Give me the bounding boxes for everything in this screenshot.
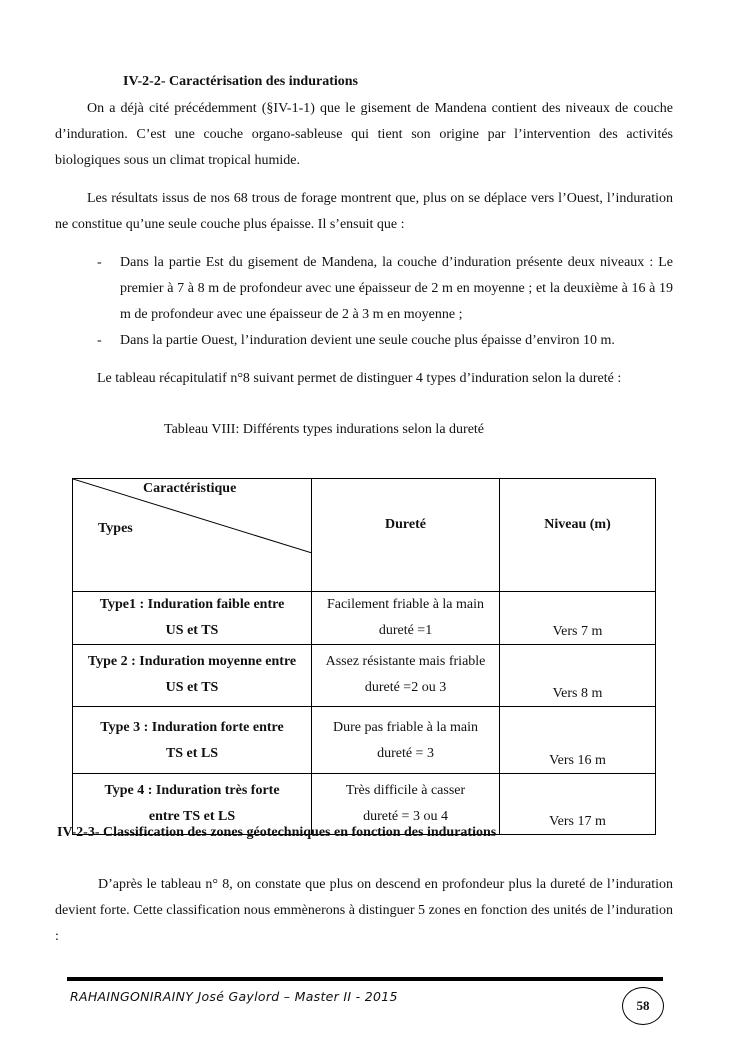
table-header-row xyxy=(73,479,656,592)
durete-line2: dureté =2 ou 3 xyxy=(364,680,447,695)
header-durete: Dureté xyxy=(312,479,500,592)
paragraph-classification xyxy=(55,872,673,950)
type-line2: US et TS xyxy=(165,623,219,638)
type-cell xyxy=(73,707,312,774)
list-item xyxy=(97,328,673,354)
footer-rule xyxy=(67,977,663,981)
durete-cell xyxy=(312,645,500,707)
niveau-cell: Vers 8 m xyxy=(500,645,656,707)
table-row xyxy=(73,645,656,707)
bullet-dash: - xyxy=(97,333,102,348)
durete-line1: Facilement friable à la main xyxy=(326,597,485,612)
type-cell xyxy=(73,645,312,707)
bullet-dash: - xyxy=(97,255,102,270)
paragraph-classification-text: D’après le tableau n° 8, on constate que plus on descend en profondeur plus la dureté de l’induration devient forte. Cette classification nous emmènerons à distinguer 5 zones en fonction des unités de l’induration : xyxy=(55,877,673,944)
type-line2: TS et LS xyxy=(165,746,219,761)
durete-line1: Dure pas friable à la main xyxy=(333,720,478,735)
header-caracteristique: Caractéristique xyxy=(143,481,237,496)
paragraph-results-text: Les résultats issus de nos 68 trous de forage montrent que, plus on se déplace vers l’Ouest, l’induration ne constitue qu’une seule couche plus épaisse. Il s’ensuit que : xyxy=(55,191,673,232)
durete-line2: dureté =1 xyxy=(378,623,433,638)
type-cell xyxy=(73,592,312,645)
durete-line2: dureté = 3 xyxy=(377,746,434,761)
durete-line1: Assez résistante mais friable xyxy=(325,654,486,669)
niveau-cell: Vers 16 m xyxy=(500,707,656,774)
list-item-text: Dans la partie Ouest, l’induration devient une seule couche plus épaisse d’environ 10 m. xyxy=(120,333,615,348)
bullet-list xyxy=(97,250,673,354)
table-row xyxy=(73,707,656,774)
header-diagonal-cell xyxy=(73,479,312,592)
paragraph-results xyxy=(55,186,673,238)
type-line2: entre TS et LS xyxy=(148,809,236,824)
paragraph-intro-text: On a déjà cité précédemment (§IV-1-1) que le gisement de Mandena contient des niveaux de couche d’induration. C’est une couche organo-sableuse qui tient son origine par l’intervention des activités biologiques sous un climat tropical humide. xyxy=(55,101,673,168)
paragraph-table-intro xyxy=(97,366,673,392)
list-item-text: Dans la partie Est du gisement de Mandena, la couche d’induration présente deux niveaux : Le premier à 7 à 8 m de profondeur avec une épaisseur de 2 m en moyenne ; et la deuxième à 16 à 19 m de profondeur avec une épaisseur de 2 à 3 m en moyenne ; xyxy=(120,255,673,322)
type-line1: Type1 : Induration faible entre xyxy=(99,597,285,612)
section-heading: IV-2-2- Caractérisation des indurations xyxy=(123,74,359,89)
paragraph-table-intro-text: Le tableau récapitulatif n°8 suivant permet de distinguer 4 types d’induration selon la dureté : xyxy=(97,371,622,386)
footer-author: RAHAINGONIRAINY José Gaylord – Master II - 2015 xyxy=(70,989,398,1004)
list-item xyxy=(97,250,673,328)
durete-line1: Très difficile à casser xyxy=(345,783,466,798)
paragraph-intro xyxy=(55,96,673,174)
niveau-cell: Vers 7 m xyxy=(500,592,656,645)
type-line1: Type 2 : Induration moyenne entre xyxy=(87,654,297,669)
durete-cell xyxy=(312,592,500,645)
page-number: 58 xyxy=(622,987,664,1025)
type-line2: US et TS xyxy=(165,680,219,695)
header-niveau: Niveau (m) xyxy=(500,479,656,592)
header-types: Types xyxy=(98,521,133,536)
section2-heading: IV-2-3- Classification des zones géotechniques en fonction des indurations xyxy=(57,825,497,840)
durete-cell xyxy=(312,707,500,774)
type-line1: Type 4 : Induration très forte xyxy=(104,783,280,798)
induration-table xyxy=(72,478,656,835)
type-line1: Type 3 : Induration forte entre xyxy=(100,720,284,735)
table-caption: Tableau VIII: Différents types indurations selon la dureté xyxy=(164,422,485,437)
durete-line2: dureté = 3 ou 4 xyxy=(363,809,448,824)
niveau-cell: Vers 17 m xyxy=(500,774,656,835)
table-row xyxy=(73,592,656,645)
